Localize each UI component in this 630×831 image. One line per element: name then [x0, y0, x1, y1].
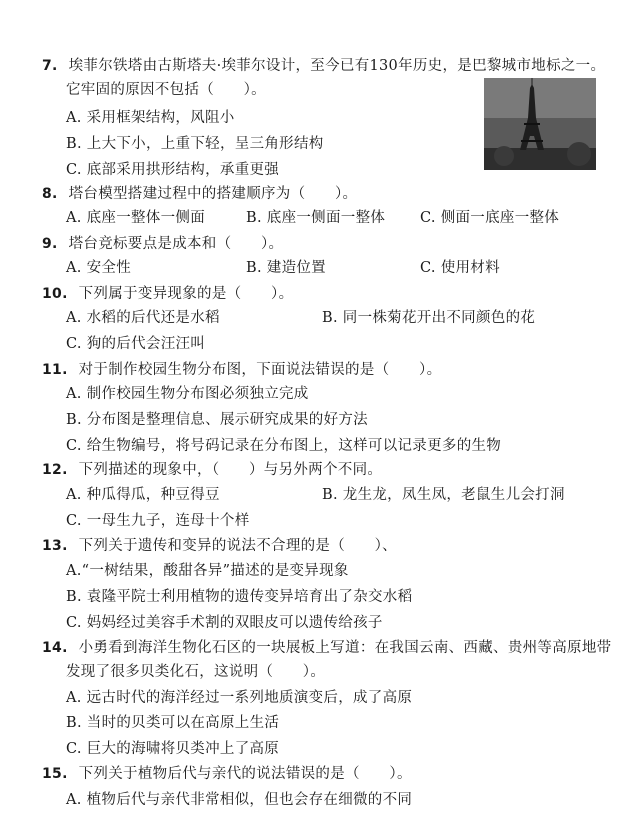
question-14-number: 14.: [42, 640, 68, 656]
question-13-stem: [42, 536, 397, 556]
question-14-stem-line-2: 发现了很多贝类化石，这说明（ ）。: [66, 664, 326, 680]
question-14-option-a: A. 远古时代的海洋经过一系列地质演变后，成了高原: [66, 690, 413, 706]
question-7-number: 7.: [42, 58, 58, 74]
question-15-text: 下列关于植物后代与亲代的说法错误的是（ ）。: [78, 766, 412, 782]
question-9-option-b: B. 建造位置: [246, 260, 326, 276]
question-8-option-b: B. 底座一侧面一整体: [246, 210, 386, 226]
question-12-number: 12.: [42, 462, 68, 478]
question-11-number: 11.: [42, 362, 68, 378]
question-7-option-b: B. 上大下小，上重下轻，呈三角形结构: [66, 136, 324, 152]
question-7-option-a: A. 采用框架结构，风阻小: [66, 110, 235, 126]
question-14-stem-line-1: [42, 638, 611, 658]
question-14-option-b: B. 当时的贝类可以在高原上生活: [66, 715, 280, 731]
question-7-stem-line-1: [42, 56, 605, 76]
question-14-text: 小勇看到海洋生物化石区的一块展板上写道：在我国云南、西藏、贵州等高原地带: [78, 640, 612, 656]
question-11-stem: [42, 360, 441, 380]
eiffel-tower-photo: [484, 78, 596, 170]
question-15-stem: [42, 764, 412, 784]
question-9-text: 塔台竞标要点是成本和（ ）。: [68, 236, 284, 252]
question-10-option-a: A. 水稻的后代还是水稻: [66, 310, 220, 326]
question-8-text: 塔台模型搭建过程中的搭建顺序为（ ）。: [68, 186, 358, 202]
question-12-stem: [42, 460, 382, 480]
question-13-option-a: A.“一树结果，酸甜各异”描述的是变异现象: [66, 563, 349, 579]
question-11-text: 对于制作校园生物分布图，下面说法错误的是（ ）。: [78, 362, 442, 378]
question-10-option-b: B. 同一株菊花开出不同颜色的花: [322, 310, 536, 326]
question-10-number: 10.: [42, 286, 68, 302]
question-10-option-c: C. 狗的后代会汪汪叫: [66, 336, 206, 352]
question-14-option-c: C. 巨大的海啸将贝类冲上了高原: [66, 741, 280, 757]
question-13-option-c: C. 妈妈经过美容手术割的双眼皮可以遗传给孩子: [66, 615, 383, 631]
question-13-text: 下列关于遗传和变异的说法不合理的是（ ）、: [78, 538, 397, 554]
question-12-option-a: A. 种瓜得瓜，种豆得豆: [66, 487, 220, 503]
question-15-option-a: A. 植物后代与亲代非常相似，但也会存在细微的不同: [66, 792, 413, 808]
question-9-stem: [42, 234, 283, 254]
question-8-number: 8.: [42, 186, 58, 202]
question-11-option-a: A. 制作校园生物分布图必须独立完成: [66, 386, 309, 402]
question-10-stem: [42, 284, 293, 304]
question-12-text: 下列描述的现象中，（ ）与另外两个不同。: [78, 462, 383, 478]
question-7-stem-line-2: 它牢固的原因不包括（ ）。: [66, 82, 266, 98]
question-7-option-c: C. 底部采用拱形结构，承重更强: [66, 162, 280, 178]
question-11-option-c: C. 给生物编号，将号码记录在分布图上，这样可以记录更多的生物: [66, 438, 502, 454]
question-9-option-a: A. 安全性: [66, 260, 131, 276]
question-8-stem: [42, 184, 357, 204]
question-12-option-c: C. 一母生九子，连母十个样: [66, 513, 250, 529]
question-7-text: 埃菲尔铁塔由古斯塔夫·埃菲尔设计，至今已有130年历史，是巴黎城市地标之一。: [68, 58, 606, 74]
question-15-number: 15.: [42, 766, 68, 782]
question-13-option-b: B. 袁隆平院士利用植物的遗传变异培育出了杂交水稻: [66, 589, 413, 605]
question-12-option-b: B. 龙生龙，凤生凤，老鼠生儿会打洞: [322, 487, 565, 503]
question-8-option-a: A. 底座一整体一侧面: [66, 210, 205, 226]
question-8-option-c: C. 侧面一底座一整体: [420, 210, 560, 226]
question-13-number: 13.: [42, 538, 68, 554]
question-9-number: 9.: [42, 236, 58, 252]
question-10-text: 下列属于变异现象的是（ ）。: [78, 286, 294, 302]
question-11-option-b: B. 分布图是整理信息、展示研究成果的好方法: [66, 412, 368, 428]
question-9-option-c: C. 使用材料: [420, 260, 500, 276]
